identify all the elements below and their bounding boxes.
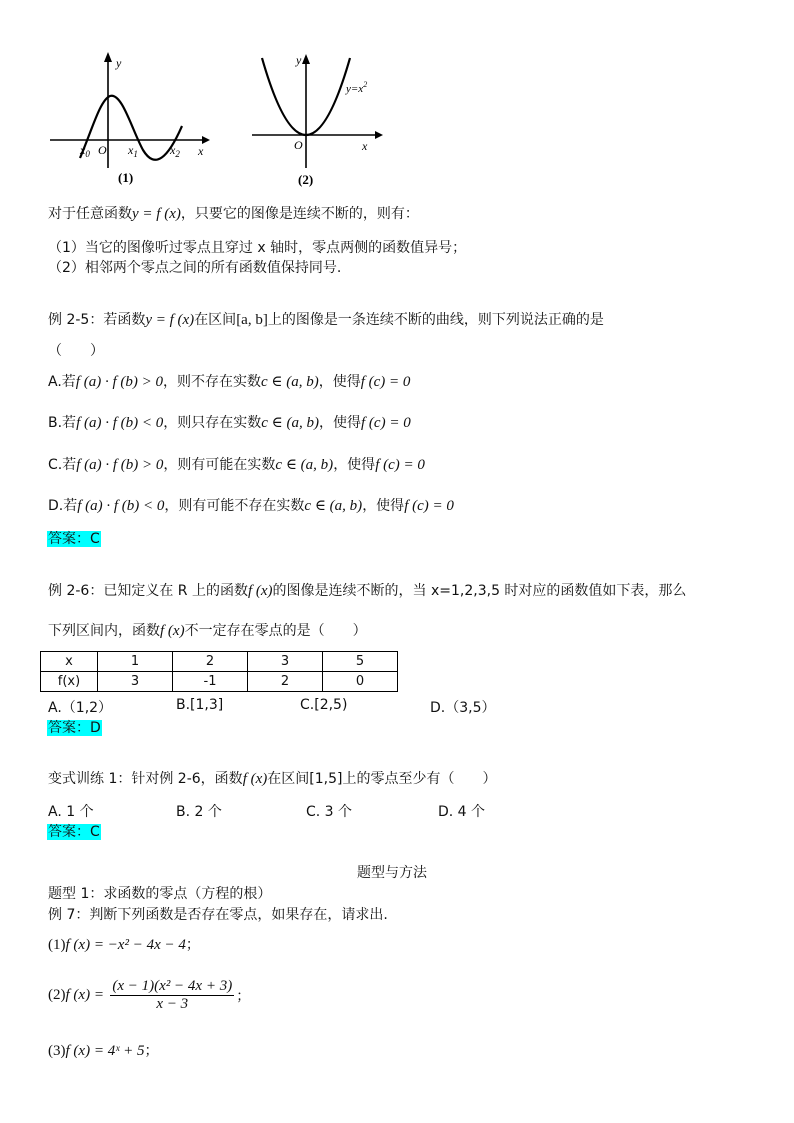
opt-a-math-2: c ∈ (a, b)	[260, 374, 319, 390]
table-cell: 3	[248, 652, 323, 672]
ex26-option-b: B.[1,3]	[176, 697, 224, 713]
graph-1-x-label: x	[198, 144, 204, 158]
ex25-stem	[48, 309, 604, 329]
ex26-answer	[47, 717, 102, 737]
table-cell: 3	[98, 672, 173, 692]
graph-1-x-arrow	[202, 136, 210, 144]
ex26-text-d: 不一定存在零点的是（ ）	[184, 623, 367, 639]
opt-d-text-2: ，使得	[362, 498, 405, 514]
graph-1-x1-label: $x_1$	[128, 143, 138, 159]
intro-text-a: 对于任意函数	[48, 206, 132, 222]
graph-1-y-arrow	[104, 52, 112, 62]
ex26-text-a: 例 2-6：已知定义在 R 上的函数	[48, 583, 248, 599]
ex26-option-a: A.（1,2）	[48, 700, 113, 716]
intro-point-2: （2）相邻两个零点之间的所有函数值保持同号.	[48, 260, 342, 276]
var1-answer	[47, 821, 101, 841]
opt-d-text: ，则有可能不存在实数	[164, 498, 305, 514]
ex26-math-1: f (x)	[247, 583, 273, 599]
q2-fraction	[110, 978, 234, 1013]
opt-a-text-2: ，使得	[318, 374, 361, 390]
opt-c-math-3: f (c) = 0	[375, 457, 425, 473]
q3-end: ；	[144, 1043, 159, 1059]
var1-text-a: 变式训练 1：针对例 2-6，函数	[48, 771, 243, 787]
table-row	[41, 672, 398, 692]
q3-label: (3)	[48, 1043, 66, 1059]
table-cell: 2	[248, 672, 323, 692]
opt-c-text: ，则有可能在实数	[163, 457, 276, 473]
var1-option-d: D. 4 个	[438, 804, 486, 820]
ex25-math-1: y = f (x)	[145, 312, 195, 328]
q3-expr: f (x) = 4ˣ + 5	[65, 1043, 145, 1059]
ex26-answer-text: 答案：D	[48, 720, 101, 736]
ex7-q2	[48, 978, 250, 1013]
ex25-stem-a: 例 2-5：若函数	[48, 312, 146, 328]
graph-2-caption: (2)	[298, 172, 314, 187]
intro-point-1: （1）当它的图像听过零点且穿过 x 轴时，零点两侧的函数值异号；	[48, 240, 467, 256]
intro-math: y = f (x)	[132, 206, 181, 222]
ex26-option-d: D.（3,5）	[430, 700, 496, 716]
ex25-stem-b: 在区间	[194, 312, 237, 328]
opt-c-math-2: c ∈ (a, b)	[275, 457, 334, 473]
graph-1-x0-label: $x_0$	[80, 143, 90, 159]
ex26-math-2: f (x)	[160, 623, 185, 639]
ex25-paren: （ ）	[48, 343, 104, 359]
ex26-stem-line-1	[48, 580, 686, 600]
graph-1-caption: (1)	[118, 170, 134, 185]
table-cell: x	[41, 652, 98, 672]
graph-1	[50, 52, 210, 185]
q1-label: (1)	[48, 937, 66, 953]
opt-d-math-2: c ∈ (a, b)	[304, 498, 363, 514]
var1-option-b: B. 2 个	[176, 804, 222, 820]
type1-heading: 题型 1：求函数的零点（方程的根）	[48, 886, 272, 902]
graph-1-origin-label: O	[98, 143, 107, 157]
opt-d-math-3: f (c) = 0	[404, 498, 454, 514]
graph-2-x-arrow	[375, 131, 383, 139]
q2-end: ；	[236, 988, 251, 1005]
opt-d-math-1: f (a) · f (b) < 0	[77, 498, 165, 514]
var1-text-b: 在区间[1,5]上的零点至少有（ ）	[267, 771, 497, 787]
ex7-q3	[48, 1040, 159, 1060]
graph-2-curve-label: $y=x^2$	[346, 80, 368, 95]
opt-a-math-3: f (c) = 0	[360, 374, 411, 390]
graph-2-origin-label: O	[294, 138, 303, 152]
opt-c-text-2: ，使得	[333, 457, 376, 473]
opt-c-math-1: f (a) · f (b) > 0	[76, 457, 164, 473]
table-cell: 2	[173, 652, 248, 672]
section-title: 题型与方法	[357, 865, 427, 881]
ex26-text-c: 下列区间内，函数	[48, 623, 160, 639]
ex25-option-a	[48, 371, 410, 391]
table-cell: 0	[323, 672, 398, 692]
table-cell: 1	[98, 652, 173, 672]
graph-2-y-arrow	[302, 54, 310, 64]
intro-line	[48, 203, 419, 223]
opt-b-math-3: f (c) = 0	[361, 415, 411, 431]
table-row	[41, 652, 398, 672]
opt-b-math-2: c ∈ (a, b)	[261, 415, 320, 431]
ex7-q1	[48, 934, 200, 954]
graph-1-x2-label: $x_2$	[170, 143, 180, 159]
opt-a-prefix: A.若	[48, 374, 76, 390]
opt-a-text: ，则不存在实数	[162, 374, 261, 390]
opt-c-prefix: C.若	[48, 457, 77, 473]
var1-option-a: A. 1 个	[48, 804, 94, 820]
opt-b-math-1: f (a) · f (b) < 0	[76, 415, 164, 431]
var1-stem	[48, 768, 496, 788]
graph-2-y-label: y	[296, 53, 302, 67]
ex25-option-d	[48, 495, 454, 515]
opt-d-prefix: D.若	[48, 498, 78, 514]
table-cell: f(x)	[41, 672, 98, 692]
ex26-table	[40, 651, 398, 692]
ex25-option-c	[48, 454, 425, 474]
ex26-option-c: C.[2,5)	[300, 697, 348, 713]
opt-a-math-1: f (a) · f (b) > 0	[75, 374, 163, 390]
graph-2-x-label: x	[362, 139, 368, 153]
var1-option-c: C. 3 个	[306, 804, 353, 820]
q2-lhs: f (x) =	[65, 987, 104, 1003]
ex7-stem: 例 7：判断下列函数是否存在零点，如果存在，请求出.	[48, 907, 388, 923]
q1-end: ；	[185, 937, 200, 953]
ex25-math-2: [a, b]	[236, 312, 268, 328]
ex25-option-b	[48, 412, 411, 432]
q2-label: (2)	[48, 987, 66, 1003]
ex26-text-b: 的图像是连续不断的，当 x=1,2,3,5 时对应的函数值如下表，那么	[272, 583, 687, 599]
ex26-stem-line-2	[48, 620, 367, 640]
opt-b-text: ，则只存在实数	[163, 415, 262, 431]
var1-math: f (x)	[242, 771, 268, 787]
q2-numerator: (x − 1)(x² − 4x + 3)	[112, 978, 233, 994]
ex25-answer-text: 答案：C	[48, 531, 100, 547]
graph-2	[252, 53, 383, 187]
ex25-stem-c: 上的图像是一条连续不断的曲线，则下列说法正确的是	[267, 312, 604, 328]
q2-denominator: x − 3	[156, 996, 189, 1012]
table-cell: -1	[173, 672, 248, 692]
graph-1-y-label: y	[116, 56, 122, 70]
table-cell: 5	[323, 652, 398, 672]
intro-text-b: ，只要它的图像是连续不断的，则有：	[180, 206, 419, 222]
opt-b-text-2: ，使得	[319, 415, 362, 431]
var1-answer-text: 答案：C	[48, 824, 100, 840]
opt-b-prefix: B.若	[48, 415, 77, 431]
function-graphs-figure	[40, 40, 420, 200]
ex25-answer	[47, 528, 101, 548]
q1-expr: f (x) = −x² − 4x − 4	[65, 937, 186, 953]
